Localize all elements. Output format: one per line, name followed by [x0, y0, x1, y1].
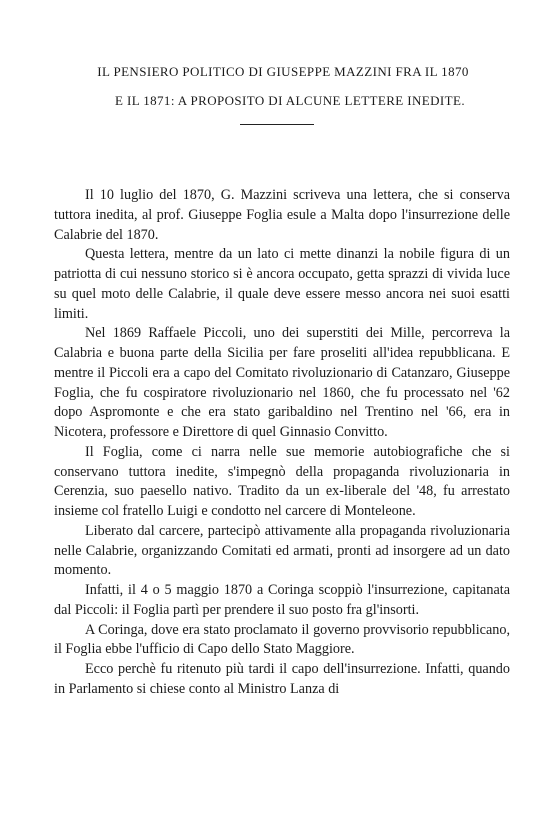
paragraph: Ecco perchè fu ritenuto più tardi il capo dell'insurrezione. Infatti, quando in Parlamento si chiese conto al Ministro Lanza di [54, 661, 510, 697]
paragraph: Nel 1869 Raffaele Piccoli, uno dei superstiti dei Mille, percorreva la Calabria e buona parte della Sicilia per fare proseliti all'idea repubblicana. E mentre il Piccoli era a capo del Comitato rivoluzionario di Catanzaro, Giuseppe Foglia, che fu cospiratore rivoluzionario nel 1860, che fu processato nel '62 dopo Aspromonte e che era stato garibaldino nel Trentino nel '66, era in Nicotera, professore e Direttore di quel Ginnasio Convitto. [54, 325, 510, 440]
paragraph: Questa lettera, mentre da un lato ci mette dinanzi la nobile figura di un patriotta di cui nessuno storico si è ancora occupato, getta sprazzi di vivida luce su quel moto delle Calabrie, il quale deve essere messo ancora nei suoi esatti limiti. [54, 246, 510, 322]
paragraph: Il Foglia, come ci narra nelle sue memorie autobiografiche che si conservano tuttora inedite, s'impegnò della propaganda rivoluzionaria in Cerenzia, suo paesello nativo. Tradito da un ex-liberale del '48, fu arrestato insieme col fratello Luigi e condotto nel carcere di Monteleone. [54, 443, 510, 519]
article-title-line-2: E IL 1871: A PROPOSITO DI ALCUNE LETTERE INEDITE. [115, 93, 465, 108]
paragraph: Il 10 luglio del 1870, G. Mazzini scriveva una lettera, che si conserva tuttora inedita, al prof. Giuseppe Foglia esule a Malta dopo l'insurrezione delle Calabrie del 1870. [54, 187, 510, 243]
article-title-line-1: IL PENSIERO POLITICO DI GIUSEPPE MAZZINI FRA IL 1870 [97, 64, 469, 79]
paragraph: Infatti, il 4 o 5 maggio 1870 a Coringa scoppiò l'insurrezione, capitanata dal Piccoli: il Foglia partì per prendere il suo posto fra gl'insorti. [54, 582, 510, 618]
paragraph: Liberato dal carcere, partecipò attivamente alla propaganda rivoluzionaria nelle Calabrie, organizzando Comitati ed armati, pronti ad insorgere ad un dato momento. [54, 522, 510, 579]
article-body [54, 186, 510, 700]
title-divider [240, 124, 314, 125]
paragraph: A Coringa, dove era stato proclamato il governo provvisorio repubblicano, il Foglia ebbe l'ufficio di Capo dello Stato Maggiore. [54, 621, 510, 658]
